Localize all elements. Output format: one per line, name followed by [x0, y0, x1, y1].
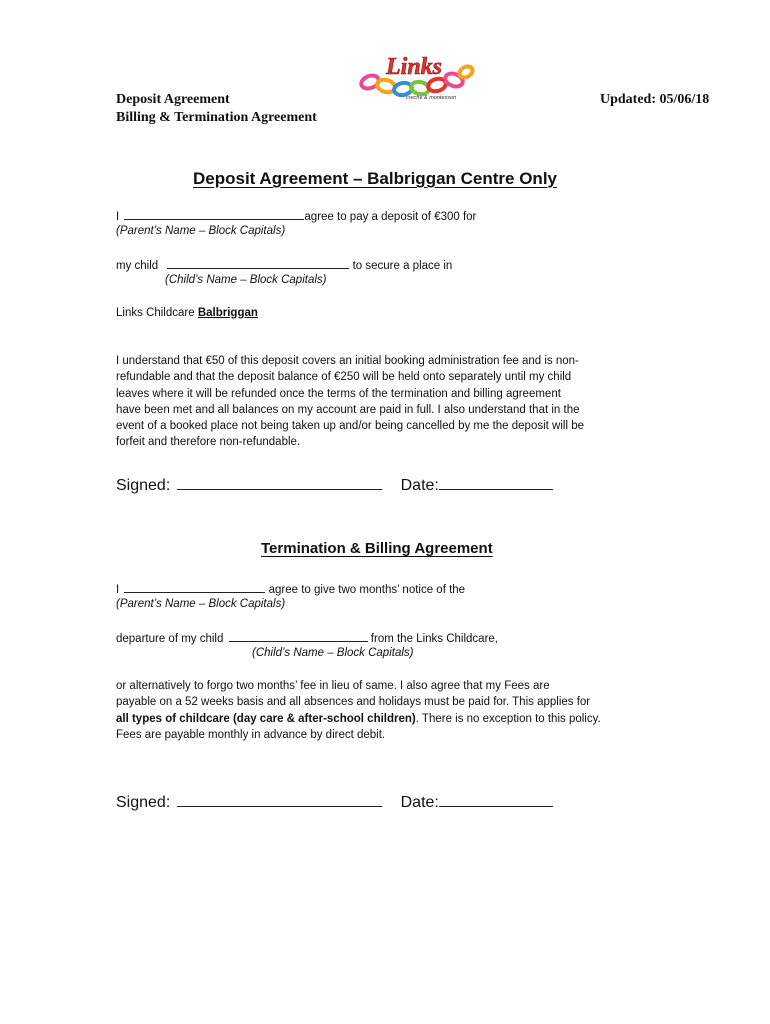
deposit-parent-caption: (Parent’s Name – Block Capitals)	[116, 225, 286, 237]
logo-tagline: creche & montessori	[406, 95, 457, 101]
header-updated-date: Updated: 05/06/18	[600, 92, 710, 107]
logo-wordmark: Links	[386, 54, 443, 80]
deposit-parent-name-field[interactable]	[124, 207, 304, 220]
termination-signed-label: Signed:	[116, 794, 171, 811]
termination-date-label: Date:	[400, 794, 439, 811]
deposit-child-name-field[interactable]	[167, 256, 349, 269]
deposit-date-label: Date:	[400, 477, 439, 494]
deposit-terms-line: leaves where it will be refunded once the terms of the termination and billing agreement	[116, 387, 561, 400]
termination-terms-line	[116, 711, 661, 727]
deposit-centre-label: Links Childcare	[116, 307, 195, 319]
deposit-terms-line: have been met and all balances on my account are paid in full. I also understand that in the	[116, 403, 580, 416]
deposit-terms-line: forfeit and therefore non-refundable.	[116, 436, 301, 449]
termination-terms-line: payable on a 52 weeks basis and all absences and holidays must be paid for. This applies for	[116, 696, 591, 709]
deposit-centre-line	[116, 305, 258, 321]
deposit-amount-text: agree to pay a deposit of €300 for	[304, 211, 477, 223]
links-logo	[358, 52, 478, 104]
deposit-child-label: my child	[116, 260, 159, 272]
termination-signature-field[interactable]	[177, 792, 382, 807]
termination-from-text: from the Links Childcare,	[370, 633, 498, 645]
termination-terms-line: Fees are payable monthly in advance by direct debit.	[116, 728, 386, 741]
deposit-title: Deposit Agreement – Balbriggan Centre Only	[193, 169, 557, 188]
termination-title: Termination & Billing Agreement	[261, 540, 493, 557]
termination-childcare-types: all types of childcare (day care & after-school children)	[116, 712, 416, 725]
termination-no-exception-text: . There is no exception to this policy.	[415, 712, 601, 725]
deposit-centre-name: Balbriggan	[197, 307, 258, 319]
header-deposit-label: Deposit Agreement	[116, 92, 230, 107]
header-billing-label: Billing & Termination Agreement	[116, 110, 317, 125]
termination-signature-row	[116, 792, 553, 812]
termination-child-caption: (Child’s Name – Block Capitals)	[252, 647, 414, 659]
termination-child-label: departure of my child	[116, 633, 224, 645]
termination-i-label: I	[116, 584, 120, 596]
deposit-terms-line: event of a booked place not being taken up and/or being cancelled by me the deposit will be	[116, 420, 584, 433]
deposit-terms-line: I understand that €50 of this deposit covers an initial booking administration fee and is non-	[116, 355, 579, 367]
termination-terms-line: or alternatively to forgo two months’ fee in lieu of same. I also agree that my Fees are	[116, 680, 550, 692]
deposit-i-label: I	[116, 211, 120, 223]
deposit-terms-paragraph	[116, 353, 661, 451]
termination-parent-caption: (Parent’s Name – Block Capitals)	[116, 598, 286, 610]
deposit-date-field[interactable]	[439, 475, 553, 490]
termination-terms-paragraph	[116, 678, 661, 743]
deposit-signature-field[interactable]	[177, 475, 382, 490]
links-chain-logo-icon	[358, 52, 478, 104]
termination-child-name-field[interactable]	[229, 629, 368, 642]
deposit-signature-row	[116, 475, 553, 495]
termination-notice-text: agree to give two months’ notice of the	[268, 584, 466, 596]
termination-parent-name-field[interactable]	[124, 580, 265, 593]
termination-date-field[interactable]	[439, 792, 553, 807]
deposit-terms-line: refundable and that the deposit balance of €250 will be held onto separately until my child	[116, 371, 572, 384]
deposit-signed-label: Signed:	[116, 477, 171, 494]
deposit-secure-text: to secure a place in	[352, 260, 453, 272]
deposit-child-caption: (Child’s Name – Block Capitals)	[165, 274, 327, 286]
